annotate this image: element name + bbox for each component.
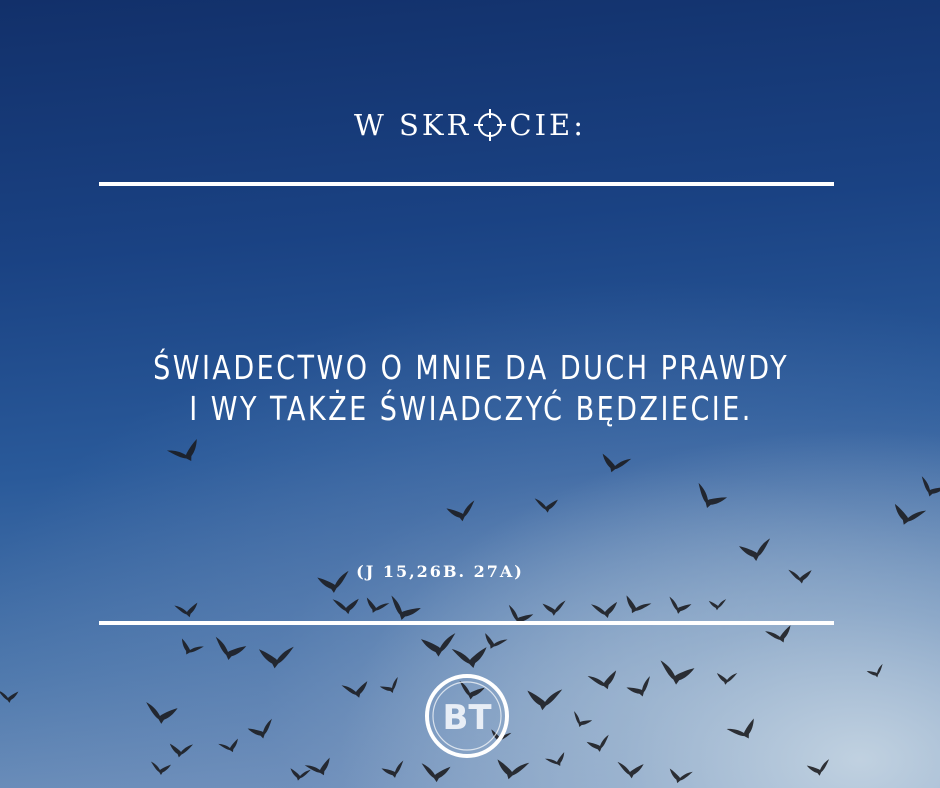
bird-silhouette xyxy=(586,735,612,755)
bird-silhouette xyxy=(866,664,886,680)
bird-silhouette xyxy=(890,502,926,530)
bird-silhouette xyxy=(535,498,558,513)
bt-logo-icon xyxy=(424,673,510,759)
bird-silhouette xyxy=(542,600,566,616)
bird-silhouette xyxy=(545,751,569,771)
bird-silhouette xyxy=(716,672,737,686)
bird-silhouette xyxy=(709,599,727,610)
bird-silhouette xyxy=(421,763,451,782)
bird-silhouette xyxy=(599,452,631,476)
bird-silhouette xyxy=(379,677,403,697)
section-title xyxy=(0,108,940,142)
bird-silhouette xyxy=(666,597,692,617)
title-text-end: CIE: xyxy=(509,108,586,142)
bird-silhouette xyxy=(259,647,294,669)
bird-silhouette xyxy=(727,717,761,746)
bird-silhouette xyxy=(916,476,940,500)
bird-silhouette xyxy=(211,637,247,663)
bottom-divider xyxy=(99,621,834,625)
quote-line-1: ŚWIADECTWO O MNIE DA DUCH PRAWDY xyxy=(153,348,790,387)
bird-silhouette xyxy=(446,500,478,524)
bird-silhouette xyxy=(150,761,171,775)
bird-silhouette xyxy=(421,633,458,658)
bird-silhouette xyxy=(333,597,360,615)
bird-silhouette xyxy=(168,742,193,759)
bird-silhouette xyxy=(617,762,643,779)
logo-text: BT xyxy=(442,698,492,738)
bird-silhouette xyxy=(588,668,621,693)
bird-silhouette xyxy=(667,767,693,786)
bird-silhouette xyxy=(167,437,204,468)
bird-silhouette xyxy=(621,594,651,619)
bird-silhouette xyxy=(806,759,832,778)
verse-reference: (J 15,26B. 27A) xyxy=(356,562,524,581)
bird-silhouette xyxy=(691,483,728,514)
bird-silhouette xyxy=(452,645,489,671)
bird-silhouette xyxy=(218,737,241,756)
bird-silhouette xyxy=(144,702,178,726)
bird-silhouette xyxy=(381,760,407,780)
bird-silhouette xyxy=(0,690,19,703)
title-text-start: W SKR xyxy=(354,108,472,142)
bird-silhouette xyxy=(289,767,311,782)
bird-silhouette xyxy=(174,601,200,620)
bird-silhouette xyxy=(527,688,563,711)
top-divider xyxy=(99,182,834,186)
bird-silhouette xyxy=(657,660,695,687)
bird-silhouette xyxy=(341,679,370,701)
bird-silhouette xyxy=(626,676,656,701)
crosshair-icon xyxy=(473,108,507,142)
bird-silhouette xyxy=(739,538,774,563)
bird-silhouette xyxy=(765,624,795,647)
bird-silhouette xyxy=(569,711,593,731)
bird-silhouette xyxy=(363,596,390,617)
bird-silhouette xyxy=(247,719,277,742)
quote-line-2: I WY TAKŻE ŚWIADCZYĆ BĘDZIECIE. xyxy=(189,389,753,428)
bible-quote xyxy=(86,347,857,429)
bird-silhouette xyxy=(494,757,529,782)
bird-silhouette xyxy=(591,600,619,620)
bird-silhouette xyxy=(305,756,335,780)
bird-silhouette xyxy=(177,637,204,660)
